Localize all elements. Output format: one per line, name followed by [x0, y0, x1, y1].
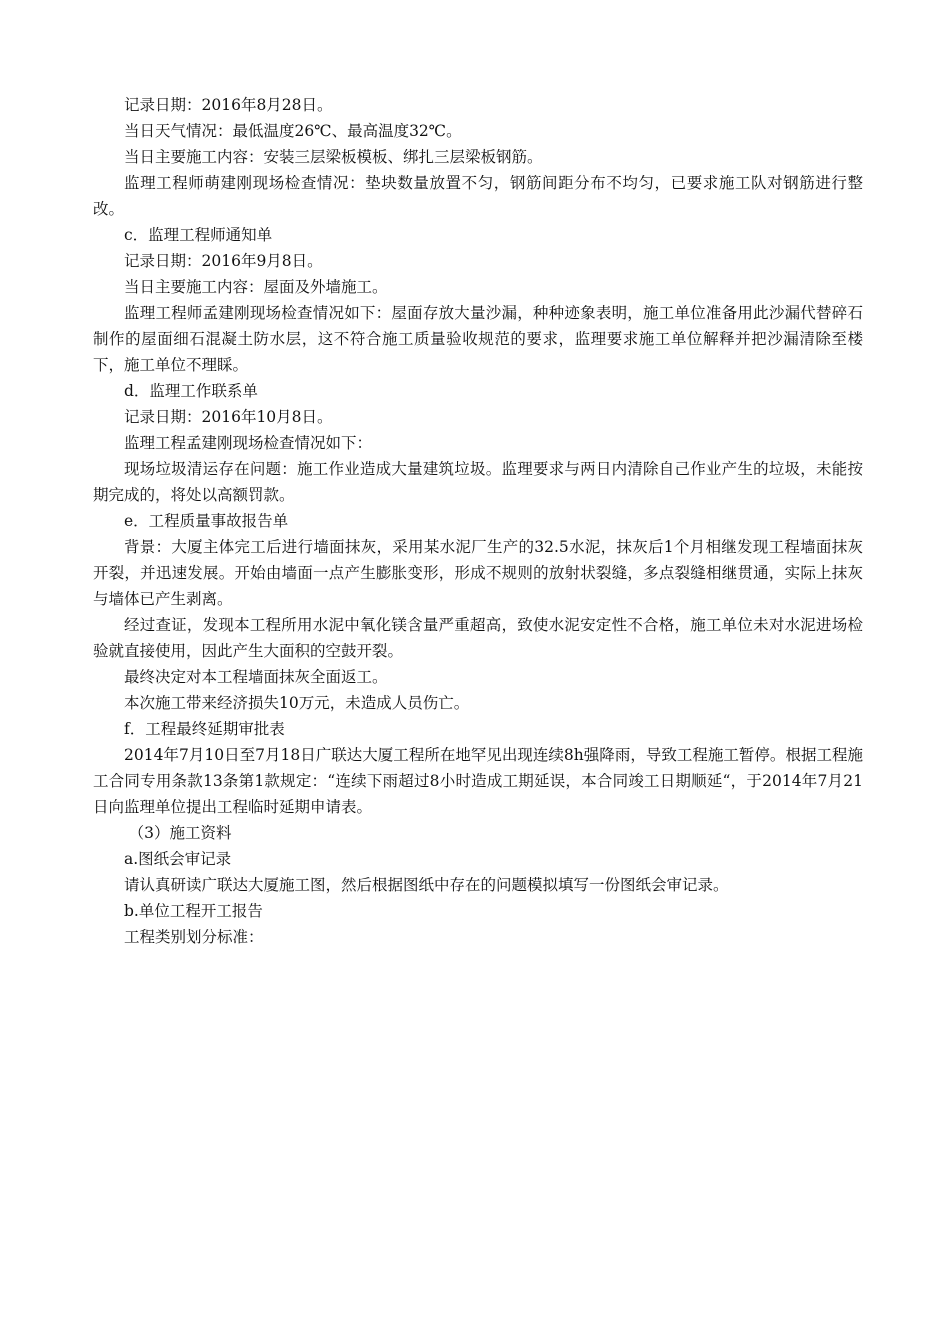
- construction-content-line: 当日主要施工内容：屋面及外墙施工。: [124, 278, 388, 296]
- record-date-line: 记录日期：2016年10月8日。: [124, 408, 333, 426]
- investigation-paragraph: 经过查证，发现本工程所用水泥中氧化镁含量严重超高，致使水泥安定性不合格，施工单位未对水泥进场检验就直接使用，因此产生大面积的空鼓开裂。: [93, 616, 863, 660]
- document-body: [93, 92, 863, 950]
- instruction-line: 请认真研读广联达大厦施工图，然后根据图纸中存在的问题模拟填写一份图纸会审记录。: [124, 876, 729, 894]
- section-heading-3: （3）施工资料: [128, 824, 232, 842]
- record-date-line: 记录日期：2016年9月8日。: [124, 252, 323, 270]
- construction-content-line: 当日主要施工内容：安装三层梁板模板、绑扎三层梁板钢筋。: [124, 148, 543, 166]
- subsection-heading-b: b.单位工程开工报告: [124, 902, 263, 920]
- decision-line: 最终决定对本工程墙面抹灰全面返工。: [124, 668, 388, 686]
- classification-line: 工程类别划分标准：: [124, 928, 264, 946]
- section-heading-e: e．工程质量事故报告单: [124, 512, 289, 530]
- inspection-intro-line: 监理工程孟建刚现场检查情况如下：: [124, 434, 373, 452]
- section-heading-d: d．监理工作联系单: [124, 382, 258, 400]
- weather-line: 当日天气情况：最低温度26℃、最高温度32℃。: [124, 122, 462, 140]
- garbage-issue-paragraph: 现场垃圾清运存在问题：施工作业造成大量建筑垃圾。监理要求与两日内清除自己作业产生的垃圾，未能按期完成的，将处以高额罚款。: [93, 460, 863, 504]
- delay-paragraph: 2014年7月10日至7月18日广联达大厦工程所在地罕见出现连续8h强降雨，导致工程施工暂停。根据工程施工合同专用条款13条第1款规定：“连续下雨超过8小时造成工期延误，本合同竣工日期顺延“，于2014年7月21日向监理单位提出工程临时延期申请表。: [93, 746, 863, 816]
- inspection-paragraph: 监理工程师孟建刚现场检查情况如下：屋面存放大量沙漏，种种迹象表明，施工单位准备用此沙漏代替碎石制作的屋面细石混凝土防水层，这不符合施工质量验收规范的要求，监理要求施工单位解释并把沙漏清除至楼下，施工单位不理睬。: [93, 304, 863, 374]
- loss-line: 本次施工带来经济损失10万元，未造成人员伤亡。: [124, 694, 470, 712]
- background-paragraph: 背景：大厦主体完工后进行墙面抹灰，采用某水泥厂生产的32.5水泥，抹灰后1个月相继发现工程墙面抹灰开裂，并迅速发展。开始由墙面一点产生膨胀变形，形成不规则的放射状裂缝，多点裂缝相继贯通，实际上抹灰与墙体已产生剥离。: [93, 538, 863, 608]
- section-heading-c: c．监理工程师通知单: [124, 226, 273, 244]
- inspection-paragraph: 监理工程师萌建刚现场检查情况：垫块数量放置不匀，钢筋间距分布不均匀，已要求施工队对钢筋进行整改。: [93, 174, 863, 218]
- subsection-heading-a: a.图纸会审记录: [124, 850, 232, 868]
- record-date-line: 记录日期：2016年8月28日。: [124, 96, 333, 114]
- section-heading-f: f．工程最终延期审批表: [124, 720, 285, 738]
